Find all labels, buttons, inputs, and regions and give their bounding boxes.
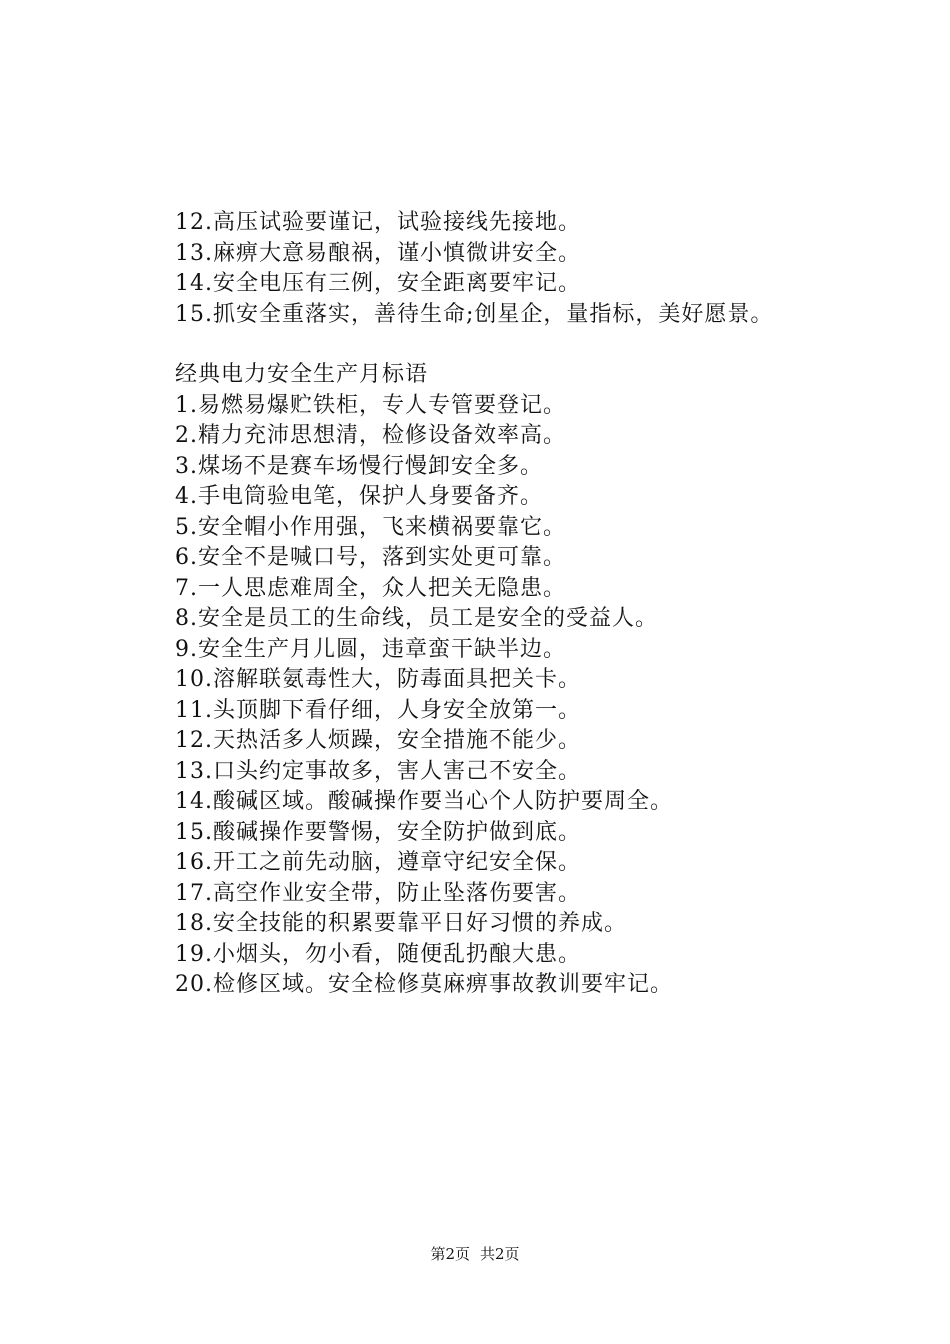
list-item: 15.抓安全重落实，善待生命;创星企，量指标，美好愿景。 (175, 301, 774, 327)
list-item: 1.易燃易爆贮铁柜，专人专管要登记。 (175, 392, 566, 418)
list-item: 6.安全不是喊口号，落到实处更可靠。 (175, 545, 566, 570)
list-item: 11.头顶脚下看仔细，人身安全放第一。 (175, 697, 581, 723)
list-item: 14.安全电压有三例，安全距离要牢记。 (175, 271, 581, 296)
list-item: 19.小烟头，勿小看，随便乱扔酿大患。 (175, 941, 581, 967)
list-item: 13.麻痹大意易酿祸，谨小慎微讲安全。 (175, 240, 581, 266)
list-item: 12.天热活多人烦躁，安全措施不能少。 (175, 728, 581, 753)
list-item: 14.酸碱区域。酸碱操作要当心个人防护要周全。 (175, 789, 673, 814)
list-item: 10.溶解联氨毒性大，防毒面具把关卡。 (175, 667, 581, 692)
blank-line (175, 330, 895, 360)
list-item: 13.口头约定事故多，害人害己不安全。 (175, 758, 581, 784)
list-item: 9.安全生产月儿圆，违章蛮干缺半边。 (175, 636, 566, 662)
list-item: 20.检修区域。安全检修莫麻痹事故教训要牢记。 (175, 972, 673, 997)
list-item: 4.手电筒验电笔，保护人身要备齐。 (175, 484, 543, 509)
list-item: 12.高压试验要谨记，试验接线先接地。 (175, 210, 581, 235)
list-item: 5.安全帽小作用强，飞来横祸要靠它。 (175, 514, 566, 540)
list-item: 16.开工之前先动脑，遵章守纪安全保。 (175, 850, 581, 875)
list-item: 18.安全技能的积累要靠平日好习惯的养成。 (175, 911, 627, 936)
list-item: 7.一人思虑难周全，众人把关无隐患。 (175, 575, 566, 601)
page-total: 共2页 (480, 1245, 520, 1263)
page-footer (0, 1244, 950, 1264)
list-item: 2.精力充沛思想清，检修设备效率高。 (175, 423, 566, 448)
list-item: 3.煤场不是赛车场慢行慢卸安全多。 (175, 453, 543, 479)
document-body (175, 208, 895, 1001)
section-title: 经典电力安全生产月标语 (175, 362, 429, 387)
top-list (175, 208, 895, 330)
list-item: 15.酸碱操作要警惕，安全防护做到底。 (175, 819, 581, 845)
list-item: 8.安全是员工的生命线，员工是安全的受益人。 (175, 606, 658, 631)
page-number: 第2页 (430, 1245, 470, 1263)
slogan-list (175, 391, 895, 1001)
list-item: 17.高空作业安全带，防止坠落伤要害。 (175, 880, 581, 906)
